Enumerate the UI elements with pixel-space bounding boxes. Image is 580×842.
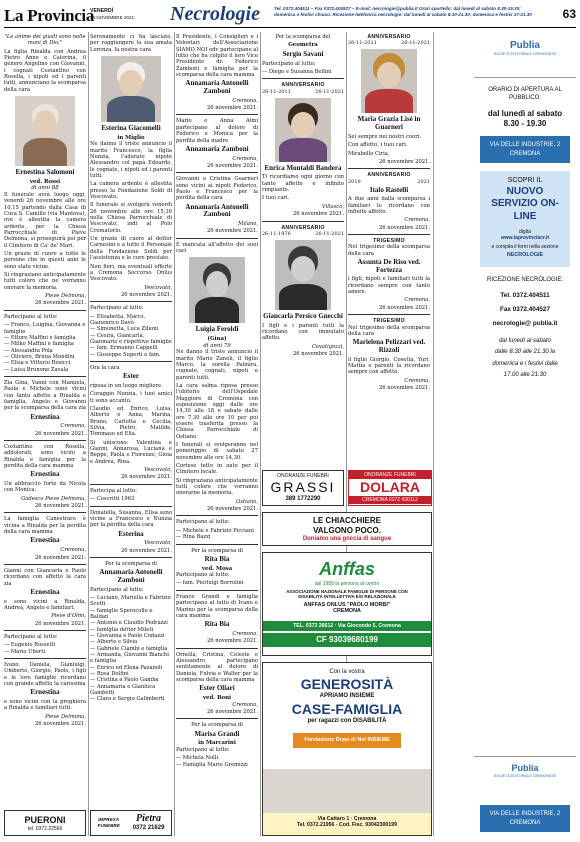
condolence-list: — Luciano, Mariella e Fabrizio Scotti — famiglie Sperocollo e Baldan — Antonio e Claudio Pedrazzi — famiglia dottor Mileti — Giovanna e Paolo Codazzi — Alberto e Silvia — Gabriele Ciambi e famiglia — Armanda, Giovanni Bianchi e famiglia — Enrico ed Elena Pazanoli — Rosa Dolfini — Cristina e Paolo Gamba — Annamaria e Gianluca Gambetti — Clara e Sergio Galimberti (90, 594, 171, 703)
deceased-name: Sergio Savani (282, 49, 324, 58)
ad-case-famiglia: Con la vostra GENEROSITÀ APRIAMO INSIEME CASE-FAMIGLIA per ragazzi con DISABILITÀ Fondazione Dopo di Noi INSIEME Via Cattaro 1 · Cremona Tel. 0372.21956 - Cod. Fisc. 93042300199 (262, 662, 432, 836)
column-2: Serenamente ci ha lasciato, per raggiungere la sua amata Lorenza, la nostra cara Esterina Giacomelli in Miglio Ne danno il triste annuncio il marito Francesco, la figlia Nunzia, l'adorato nipote Alessandro col papà Edoardo, le cognate, i nipoti ed i parenti tutti. La camera ardente è allestita presso la Fondazione Soldi di Vescovato. Il funerale si svolgerà venerdì 26 novembre alle ore 15,30 nella Chiesa Parrocchiale di Vescovato, indi al Polo Crematorio. Un grazie di cuore al dottor Carnesini e a tutto il Personale della Fondazione Soldi per l'assistenza e le cure prestate. Non fiori, ma eventuali offerte a Cremona Soccorso Onlus Vescovato. Vescovato, 26 novembre 2021. Partecipano al lutto: — Elisabetta, Marco, Gianenrico Davò — Simonetta, Luca Zilioni — Cesira, Giancarla, Gianmario e rispettive famiglie — fam. Ermanno Cappelli — Giuseppe Superti e fam. Ora la cara Ester riposa in un luogo migliore. Coraggio Nunzia, i tuoi amici ti sono accanto. Claudio ed Enrico, Luisa, Alberto e Anna, Marina, Bruno, Carlotta e Cecilia, Silvia, Pietro, Matilde, Tommaso ed Elia. Si uniscono: Valentina e Gianni, Annarosa, Luciana e Beppe, Paola e Fiorenzo, Gioia e Andrea, Rina. Vescovato, 26 novembre 2021. Partecipa al lutto: — Coscritti 1963 Donatella, Susanna, Elisa sono vicine a Francesco e Nunzia per la perdita della cara Esterina Vescovato, 26 novembre 2021. Per la scomparsa di Annamaria Antonelli Zamboni Partecipano al lutto: — Luciano, Mariella e Fabrizio Scotti — famiglie Sperocollo e Baldan — Antonio e Claudio Pedrazzi — famiglia dottor Mileti — Giovanna e Paolo Codazzi — Alberto e Silvia — Gabriele Ciambi e famiglia — Armanda, Giovanni Bianchi e famiglia — Enrico ed Elena Pazanoli — Rosa Dolfini — Cristina e Paolo Gamba — Annamaria e Gianluca Gambetti — Clara e Sergio Galimberti IMPRESA FUNEBRE Pietra 0372 21629 (90, 32, 172, 836)
column-1: "Le anime dei giusti sono nelle mani di Dio." La figlia Rinalda con Andrea Pietro Anne e Caterina, il genero Angelino con Giovanni, i cognati Costantino con Rosella, i nipoti ed i parenti tutti, annunciano la scomparsa della cara Ernestina Salomoni ved. Rossi di anni 88 Il funerale avrà luogo oggi, venerdì 26 novembre alle ore 10,15 partendo dalla Casa di Cura S. Camillo (via Mantova), ove è allestita la camera ardente, per la Chiesa Parrocchiale di Pieve Delmona, si proseguirà poi per il Cimitero di Ca' de' Mari. Un grazie di cuore a tutte le persone che in questi anni le sono state vicine. Si ringraziano anticipatamente tutti coloro che ne vorranno onorare la memoria. Pieve Delmona, 26 novembre 2021. Partecipano al lutto: — Franco, Luigina, Giovanna e famiglie — Ettore Maffini e famiglia — Milko Maffini e famiglia — Alessandra Pola — Oliviero, Bruna Mondini — Elisa e Vittorio Rosicci — Luisa Brunone Zavala Zia Gina, Vanni con Manuela, Paola e Michele sono vicini con tanto affetto a Rinalda e famiglia, Angelo e Giovanni per la scomparsa della cara zia Ernestina Cremona, 26 novembre 2021. Costantino con Rosella, addolorati, sono vicini a Rinalda e famiglia per la perdita della cara mamma Ernestina Un abbraccio forte da Nicola con Monica. Gadesco Pieve Delmona, 26 novembre 2021. La famiglia Canestraro è vicina a Rinalda per la perdita della cara mamma Ernestina Cremona, 26 novembre 2021. Gianni con Giancarla e Paolo ricordano con affetto la cara zia Ernestina e sono vicini a Rinalda, Andrea, Angelo e familiari. Pieve d'Olmi, 26 novembre 2021. Partecipano al lutto: — Eugenio Rossetti — Mario Uberti Ivano, Daniela, Gianluigi, Umberto, Giorgio, Paolo, i figli e le loro famiglie ricordano con grande affetto la carissima Ernestina e sono vicini con la preghiera a Rinalda e familiari tutti. Pieve Delmona, 26 novembre 2021. PUERONI tel. 0372.22566 (4, 32, 86, 836)
column-4: Per la scomparsa del Geometra Sergio Savani Partecipano al lutto: — Diego e Susanna Bellini ANNIVERSARIO 26-11-2011 26-11-2021 Enrica Montaldi Bandera Ti ricordiamo ogni giorno con tanto affetto e infinito rimpianto. I tuoi cari. Villasco, 26 novembre 2021. ANNIVERSARIO 26-11-1976 26-11-2021 Giancarla Persico Gnecchi I figli e i parenti tutti la ricordano con immutato affetto. Cavatigozzi, 26 novembre 2021. (262, 34, 344, 357)
publia-sidebar: Publia SOCIETÀ EDITORIALE CREMONESE ORARIO DI APERTURA AL PUBBLICO: dal lunedì al sabato 8.30 - 19.30 VIA DELLE INDUSTRIE, 2 CREMONA SCOPRI IL NUOVO SERVIZIO ON-LINE digita www.laprovinciacr.it e compila il form nella sezione NECROLOGIE RICEZIONE NECROLOGIE: Tel. 0372.404511 Fax 0372.404527 necrologie@ publia.it dal lunedì al sabato dalle 8.30 alle 21.30 la domenica e i festivi dalle 17.00 alle 21.30 Publia SOCIETÀ EDITORIALE CREMONESE VIA DELLE INDUSTRIE, 2 CREMONA (474, 32, 576, 836)
trigesimo-label: TRIGESIMO (373, 318, 405, 325)
condolence-list: — Franco, Luigina, Giovanna e famiglie — Ettore Maffini e famiglia — Milko Maffini e famiglia — Alessandra Pola — Oliviero, Bruna Mondini — Elisa e Vittorio Rosicci — Luisa Brunone Zavala (4, 322, 86, 373)
deceased-name: Annamaria Antonelli Zamboni (185, 79, 249, 96)
anniversary-label: ANNIVERSARIO (281, 224, 325, 231)
ad-anffas: Anffas dal 1958 la persona al centro ASSOCIAZIONE NAZIONALE FAMIGLIE DI PERSONE CON DISABILITÀ INTELLETTIVA E/O RELAZIONALE ANFFAS ONLUS "PAOLO MORBI" CREMONA TEL. 0372 26612 · Via Giocondo 5, Cremona CF 93039680199 (262, 552, 432, 656)
column-3: Il Presidente, i Consiglieri e i Volontari dell'Associazione SIAMO NOI odv partecipano al lutto che ha colpito il loro Vice Presidente dr. Federico Zamboni e famiglia per la scomparsa della cara mamma Annamaria Antonelli Zamboni Cremona, 26 novembre 2021. Mario e Anna Aimi partecipano al dolore di Federico e Monica per la perdita della madre Annamaria Zamboni Cremona, 26 novembre 2021. Giovanni e Cristina Guarneri sono vicini ai nipoti Federico, Paolo e Francesco per la perdita della cara Annamaria Antonelli Zamboni Milano, 26 novembre 2021. È mancata all'affetto dei suoi cari Luigia Feroldi (Gina) di anni 79 Ne danno il triste annuncio il marito Mario Zanoli, il figlio Marco, la sorella Palmira, cognate, cognati, nipoti e parenti tutti. La cara salma riposa presso l'obitorio dell'Ospedale Maggiore di Cremona con esposizione oggi dalle ore 14,30 alle 18 e sabato dalle ore 7,30 alle ore 10 per poi essere trasferita presso la Chiesa Parrocchiale di Ostiano. I funerali si svolgeranno nel pomeriggio di sabato 27 novembre alle ore 14,30. Cortese tutto in auto per il Cimitero locale. Si ringraziano anticipatamente tutti coloro che vorranno onorarne la memoria. Ostiano, 26 novembre 2021. Partecipano al lutto: — Michele e Fabrizio Picciani — Rina Bazzi Per la scomparsa di Rita Bia ved. Mosa Partecipano al lutto: — fam. Pierluigi Borrolini Franco Grandi e famiglia partecipano al lutto di Ivano e Marino per la scomparsa della cara mamma Rita Bia Cremona, 26 novembre 2021. Ornella, Cristina, Celeste e Alessandro partecipano sentitamente al dolore di Daniela, Fulvia e Walter per la scomparsa della cara mamma Ester Oliari ved. Boni Cremona, 26 novembre 2021. Per la scomparsa di Marisa Grandi in Marcarini Partecipano al lutto: — Michela Nolli — Famiglia Mario Gremizzi (176, 34, 258, 768)
section-title: Necrologie (170, 3, 260, 25)
ad-blood-donation: LE CHIACCHIERE VALGONO POCO. Doniamo una goccia di sangue (262, 512, 432, 546)
ad-pueroni: PUERONI tel. 0372.22566 (4, 810, 86, 836)
quote: "Le anime dei giusti sono nelle mani di Dio." (4, 34, 86, 47)
publia-logo: Publia SOCIETÀ EDITORIALE CREMONESE (474, 756, 576, 788)
deceased-photo (275, 240, 331, 310)
condolence-list: — Elisabetta, Marco, Gianenrico Davò — Simonetta, Luca Zilioni — Cesira, Giancarla, Gianmario e rispettive famiglie — fam. Ermanno Cappelli — Giuseppe Superti e fam. (90, 313, 172, 358)
deceased-photo (189, 257, 245, 323)
deceased-name: Ernestina Salomoni (15, 168, 75, 177)
column-divider (174, 32, 175, 836)
deceased-name: Maria Grazia Lisè in Guarneri (357, 115, 421, 132)
deceased-photo (15, 96, 75, 166)
anniversary-label: ANNIVERSARIO (281, 82, 325, 89)
online-service-box: SCOPRI IL NUOVO SERVIZIO ON-LINE digita www.laprovinciacr.it e compila il form nella sezione NECROLOGIE (480, 171, 570, 267)
deceased-name: Luigia Feroldi (195, 325, 239, 334)
anniversary-label: ANNIVERSARIO (367, 34, 411, 40)
column-5: ANNIVERSARIO 26-11-2011 26-11-2021 Maria Grazia Lisè in Guarneri Sei sempre nei nostri cuori. Con affetto, i tuoi cari. Mirabello Ciria, 26 novembre 2021. ANNIVERSARIO 2019 2021 Italo Rastelli A due anni dalla scomparsa i familiari lo ricordano con infinito affetto. Cremona, 26 novembre 2021. TRIGESIMO Nel trigesimo della scomparsa della cara Assunta De Riso ved. Fortezza i figli, nipoti e familiari tutti la ricordano sempre con tanto amore. Cremona, 26 novembre 2021. TRIGESIMO Nel trigesimo della scomparsa della cara Marielena Pelizzari ved. Rizzoli il figlio Giorgio, Cosetta, Yuri, Mattia e parenti la ricordano sempre con affetto. Cremona, 26 novembre 2021. (348, 34, 430, 391)
ad-grassi: ONORANZE FUNEBRI GRASSI 389 1772290 (262, 470, 344, 506)
issue-date: VENERDÌ 26 NOVEMBRE 2021 (90, 8, 135, 20)
trigesimo-label: TRIGESIMO (373, 238, 405, 245)
column-divider (260, 32, 261, 836)
ad-dolara: ONORANZE FUNEBRI DOLARA CREMONA 0372 430112 (348, 470, 432, 506)
anniversary-label: ANNIVERSARIO (367, 172, 411, 179)
ad-pietra: IMPRESA FUNEBRE Pietra 0372 21629 (90, 810, 172, 836)
page-header (4, 2, 576, 28)
publia-logo: Publia SOCIETÀ EDITORIALE CREMONESE (474, 40, 576, 78)
newspaper-logo: La Provincia (4, 6, 95, 25)
deceased-photo (101, 56, 161, 122)
deceased-photo (275, 98, 331, 162)
deceased-name: Esterina Giacomelli (101, 124, 161, 133)
column-divider (88, 32, 89, 836)
page-number: 63 (562, 7, 576, 21)
deceased-photo (361, 49, 417, 113)
contact-info: Tel. 0372.404511 – Fax 0372.404527 – E-mail: necrologie@publia.it Orari sportello: dal lunedì al sabato 8.30-19.30; domenica e festivi chiuso. Ricezione telefonica necrologie: dal lunedì al sabato 8.30-21.30; domenica e festivi 17-21.30 (274, 6, 532, 17)
column-divider (433, 32, 434, 836)
notice-text: La figlia Rinalda con Andrea Pietro Anne e Caterina, il genero Angelino con Giovanni, i cognati Costantino con Rosella, i nipoti ed i parenti tutti, annunciano la scomparsa della cara (4, 48, 86, 93)
